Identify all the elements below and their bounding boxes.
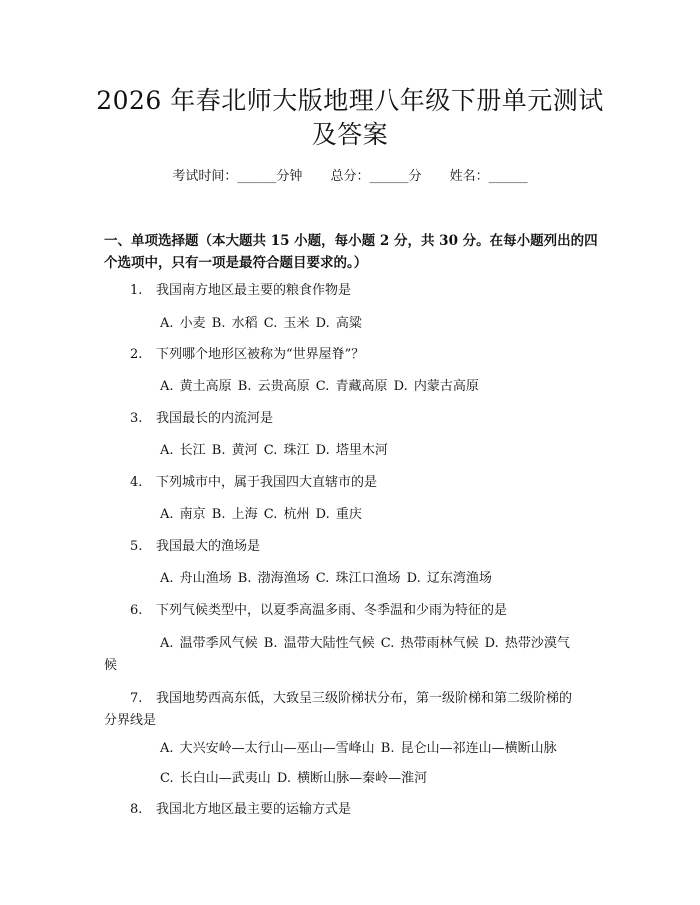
question-2 <box>130 344 364 366</box>
question-number: 7. <box>130 691 143 706</box>
total-score-blank: ______ <box>369 169 409 184</box>
question-number: 6. <box>130 603 143 618</box>
question-5-options: A. 舟山渔场 B. 渤海渔场 C. 珠江口渔场 D. 辽东湾渔场 <box>160 571 492 586</box>
question-7-text-wrap: 分界线是 <box>104 713 157 728</box>
question-4-options: A. 南京 B. 上海 C. 杭州 D. 重庆 <box>160 507 362 522</box>
question-text: 下列城市中，属于我国四大直辖市的是 <box>156 475 378 490</box>
section-heading-line2: 个选项中，只有一项是最符合题目要求的。） <box>104 255 368 271</box>
document-title-line2: 及答案 <box>311 120 389 149</box>
exam-time <box>172 168 302 186</box>
question-text: 下列哪个地形区被称为“世界屋脊”？ <box>156 347 365 362</box>
question-number: 8. <box>130 802 143 817</box>
question-number: 1. <box>130 283 143 298</box>
exam-time-blank: ______ <box>237 169 277 184</box>
question-1-options: A. 小麦 B. 水稻 C. 玉米 D. 高粱 <box>160 316 362 331</box>
question-text: 我国北方地区最主要的运输方式是 <box>156 802 352 817</box>
exam-meta <box>0 168 700 186</box>
question-3 <box>130 408 273 430</box>
question-3-options: A. 长江 B. 黄河 C. 珠江 D. 塔里木河 <box>160 443 388 458</box>
question-7-options-line2: C. 长白山—武夷山 D. 横断山脉—秦岭—淮河 <box>160 771 428 786</box>
total-score-unit: 分 <box>408 169 422 184</box>
student-name <box>450 168 528 186</box>
exam-time-label: 考试时间： <box>172 169 238 184</box>
student-name-blank: ______ <box>488 169 528 184</box>
document-title: 2026 年春北师大版地理八年级下册单元测试 <box>96 86 604 115</box>
question-6-options: A. 温带季风气候 B. 温带大陆性气候 C. 热带雨林气候 D. 热带沙漠气 <box>160 636 570 651</box>
question-6-options-wrap: 候 <box>104 658 118 673</box>
question-number: 3. <box>130 411 143 426</box>
section-heading <box>104 230 604 274</box>
section-heading-line1: 一、单项选择题（本大题共 15 小题，每小题 2 分，共 30 分。在每小题列出的四 <box>104 233 598 249</box>
question-number: 2. <box>130 347 143 362</box>
question-5 <box>130 536 260 558</box>
question-number: 5. <box>130 539 143 554</box>
question-6 <box>130 600 507 622</box>
question-1 <box>130 280 351 302</box>
student-name-label: 姓名： <box>449 169 489 184</box>
exam-time-unit: 分钟 <box>276 169 303 184</box>
question-text: 下列气候类型中，以夏季高温多雨、冬季温和少雨为特征的是 <box>156 603 508 618</box>
question-text: 我国最长的内流河是 <box>156 411 274 426</box>
question-7 <box>130 688 572 710</box>
question-number: 4. <box>130 475 143 490</box>
question-text: 我国南方地区最主要的粮食作物是 <box>156 283 352 298</box>
total-score <box>330 168 421 186</box>
total-score-label: 总分： <box>330 169 370 184</box>
question-text: 我国最大的渔场是 <box>156 539 261 554</box>
question-2-options: A. 黄土高原 B. 云贵高原 C. 青藏高原 D. 内蒙古高原 <box>160 379 479 394</box>
question-8 <box>130 799 351 821</box>
question-7-options-line1: A. 大兴安岭—太行山—巫山—雪峰山 B. 昆仑山—祁连山—横断山脉 <box>160 741 557 756</box>
question-4 <box>130 472 377 494</box>
question-text: 我国地势西高东低，大致呈三级阶梯状分布，第一级阶梯和第二级阶梯的 <box>156 691 573 706</box>
